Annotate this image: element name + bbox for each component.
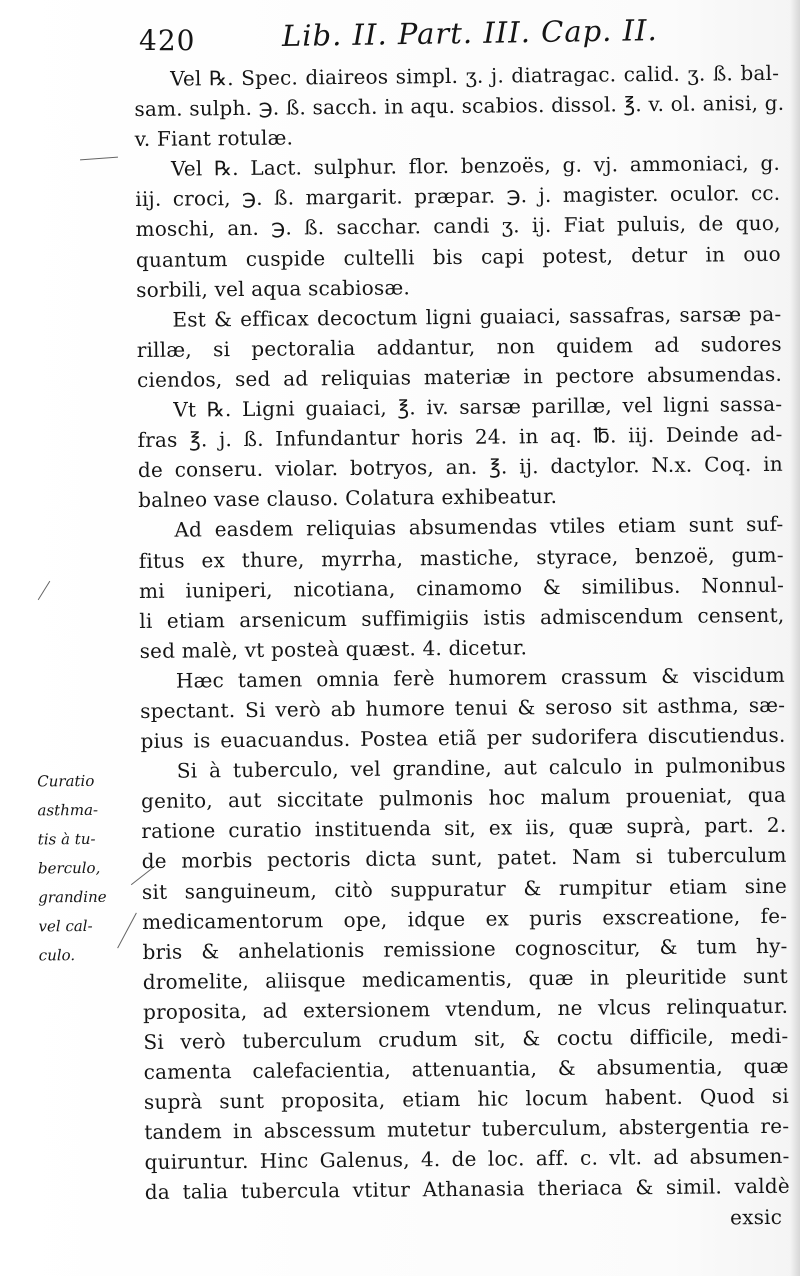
handwritten-ink-stroke [80,157,118,161]
text-line: bris & anhelationis remissione cognoscitur, & tum hy- [142,933,788,964]
text-line: sed malè, vt posteà quæst. 4. dicetur. [139,635,528,663]
text-line: fras ℥. j. ß. Infundantur horis 24. in aq. ℔. iij. Deinde ad- [137,421,783,453]
margin-note-line: culo. [38,946,76,965]
page-number: 420 [139,24,196,57]
text-line: ratione curatio instituenda sit, ex iis, quæ suprà, part. 2. [141,813,787,844]
margin-note-line: tis à tu- [37,829,96,849]
text-line: medicamentorum ope, idque ex puris exscreatione, fe- [142,903,788,934]
text-line: fitus ex thure, myrrha, mastiche, styrace, benzoë, gum- [138,542,784,573]
text-line: Vel ℞. Lact. sulphur. flor. benzoës, g. vj. ammoniaci, g. [170,151,781,181]
text-line: ciendos, sed ad reliquias materiæ in pectore absumendas. [136,361,783,392]
text-line: spectant. Si verò ab humore tenui & seroso sit asthma, sæ- [140,692,786,723]
text-line: suprà sunt proposita, etiam hic locum habent. Quod si [143,1083,790,1115]
text-line: Ad easdem reliquias absumendas vtiles etiam sunt suf- [174,512,784,543]
text-line: Si verò tuberculum crudum sit, & coctu difficile, medi- [143,1023,789,1054]
text-line: de morbis pectoris dicta sunt, patet. Nam si tuberculum [141,843,787,874]
body-text [134,58,790,1238]
text-line: dromelite, aliisque medicamentis, quæ in pleuritide sunt [142,963,788,994]
text-line: rillæ, si pectoralia addantur, non quidem ad sudores [136,331,782,362]
text-line: mi iuniperi, nicotiana, cinamomo & similibus. Nonnul- [138,572,785,603]
margin-note-line: berculo, [37,858,101,878]
text-line: camenta calefacientia, attenuantia, & absumentia, quæ [143,1053,789,1085]
text-line: moschi, an. ℈. ß. sacchar. candi ʒ. ij. Fiat puluis, de quo, [135,211,781,242]
text-line: sit sanguineum, citò suppuratur & rumpitur etiam sine [141,873,788,904]
running-head: Lib. II. Part. III. Cap. II. [281,13,658,53]
text-line: sam. sulph. ℈. ß. sacch. in aqu. scabios. dissol. ℥. v. ol. anisi, g. [134,90,785,122]
text-line: sorbili, vel aqua scabiosæ. [136,275,411,302]
text-line: da talia tubercula vtitur Athanasia theriaca & simil. valdè [144,1174,790,1205]
page-spine-shadow [790,0,800,1276]
text-line: li etiam arsenicum suffimigiis istis admiscendum censent, [139,602,785,633]
margin-note [37,767,133,971]
catchword: exsic [729,1204,783,1229]
text-line: de conseru. violar. botryos, an. ℥. ij. dactylor. N.x. Coq. in [137,452,783,483]
text-line: v. Fiant rotulæ. [134,125,294,152]
text-line: Vel ℞. Spec. diaireos simpl. ʒ. j. diatragac. calid. ʒ. ß. bal- [170,60,780,91]
text-line: genito, aut siccitate pulmonis hoc malum proueniat, qua [140,783,787,814]
margin-note-line: asthma- [37,800,99,820]
handwritten-ink-stroke [38,581,51,600]
margin-note-line: vel cal- [38,916,93,936]
text-line: quantum cuspide cultelli bis capi potest, detur in ouo [135,241,781,272]
text-line: proposita, ad extersionem vtendum, ne vlcus relinquatur. [142,993,789,1024]
text-line: tandem in abscessum mutetur tuberculum, abstergentia re- [144,1114,790,1145]
text-line: Vt ℞. Ligni guaiaci, ℥. iv. sarsæ parillæ, vel ligni sassa- [173,391,783,422]
text-line: Si à tuberculo, vel grandine, aut calculo in pulmonibus [176,752,786,783]
margin-note-line: grandine [38,887,107,907]
text-line: Hæc tamen omnia ferè humorem crassum & viscidum [175,662,786,693]
text-line: balneo vase clauso. Colatura exhibeatur. [138,484,558,513]
text-line: quiruntur. Hinc Galenus, 4. de loc. aff. c. vlt. ad absumen- [144,1144,790,1175]
text-line: iij. croci, ℈. ß. margarit. præpar. ℈. j. magister. oculor. cc. [135,181,781,212]
margin-note-line: Curatio [37,771,95,791]
text-line: pius is euacuandus. Postea etiã per sudorifera discutiendus. [140,722,786,754]
text-line: Est & efficax decoctum ligni guaiaci, sassafras, sarsæ pa- [172,301,782,332]
